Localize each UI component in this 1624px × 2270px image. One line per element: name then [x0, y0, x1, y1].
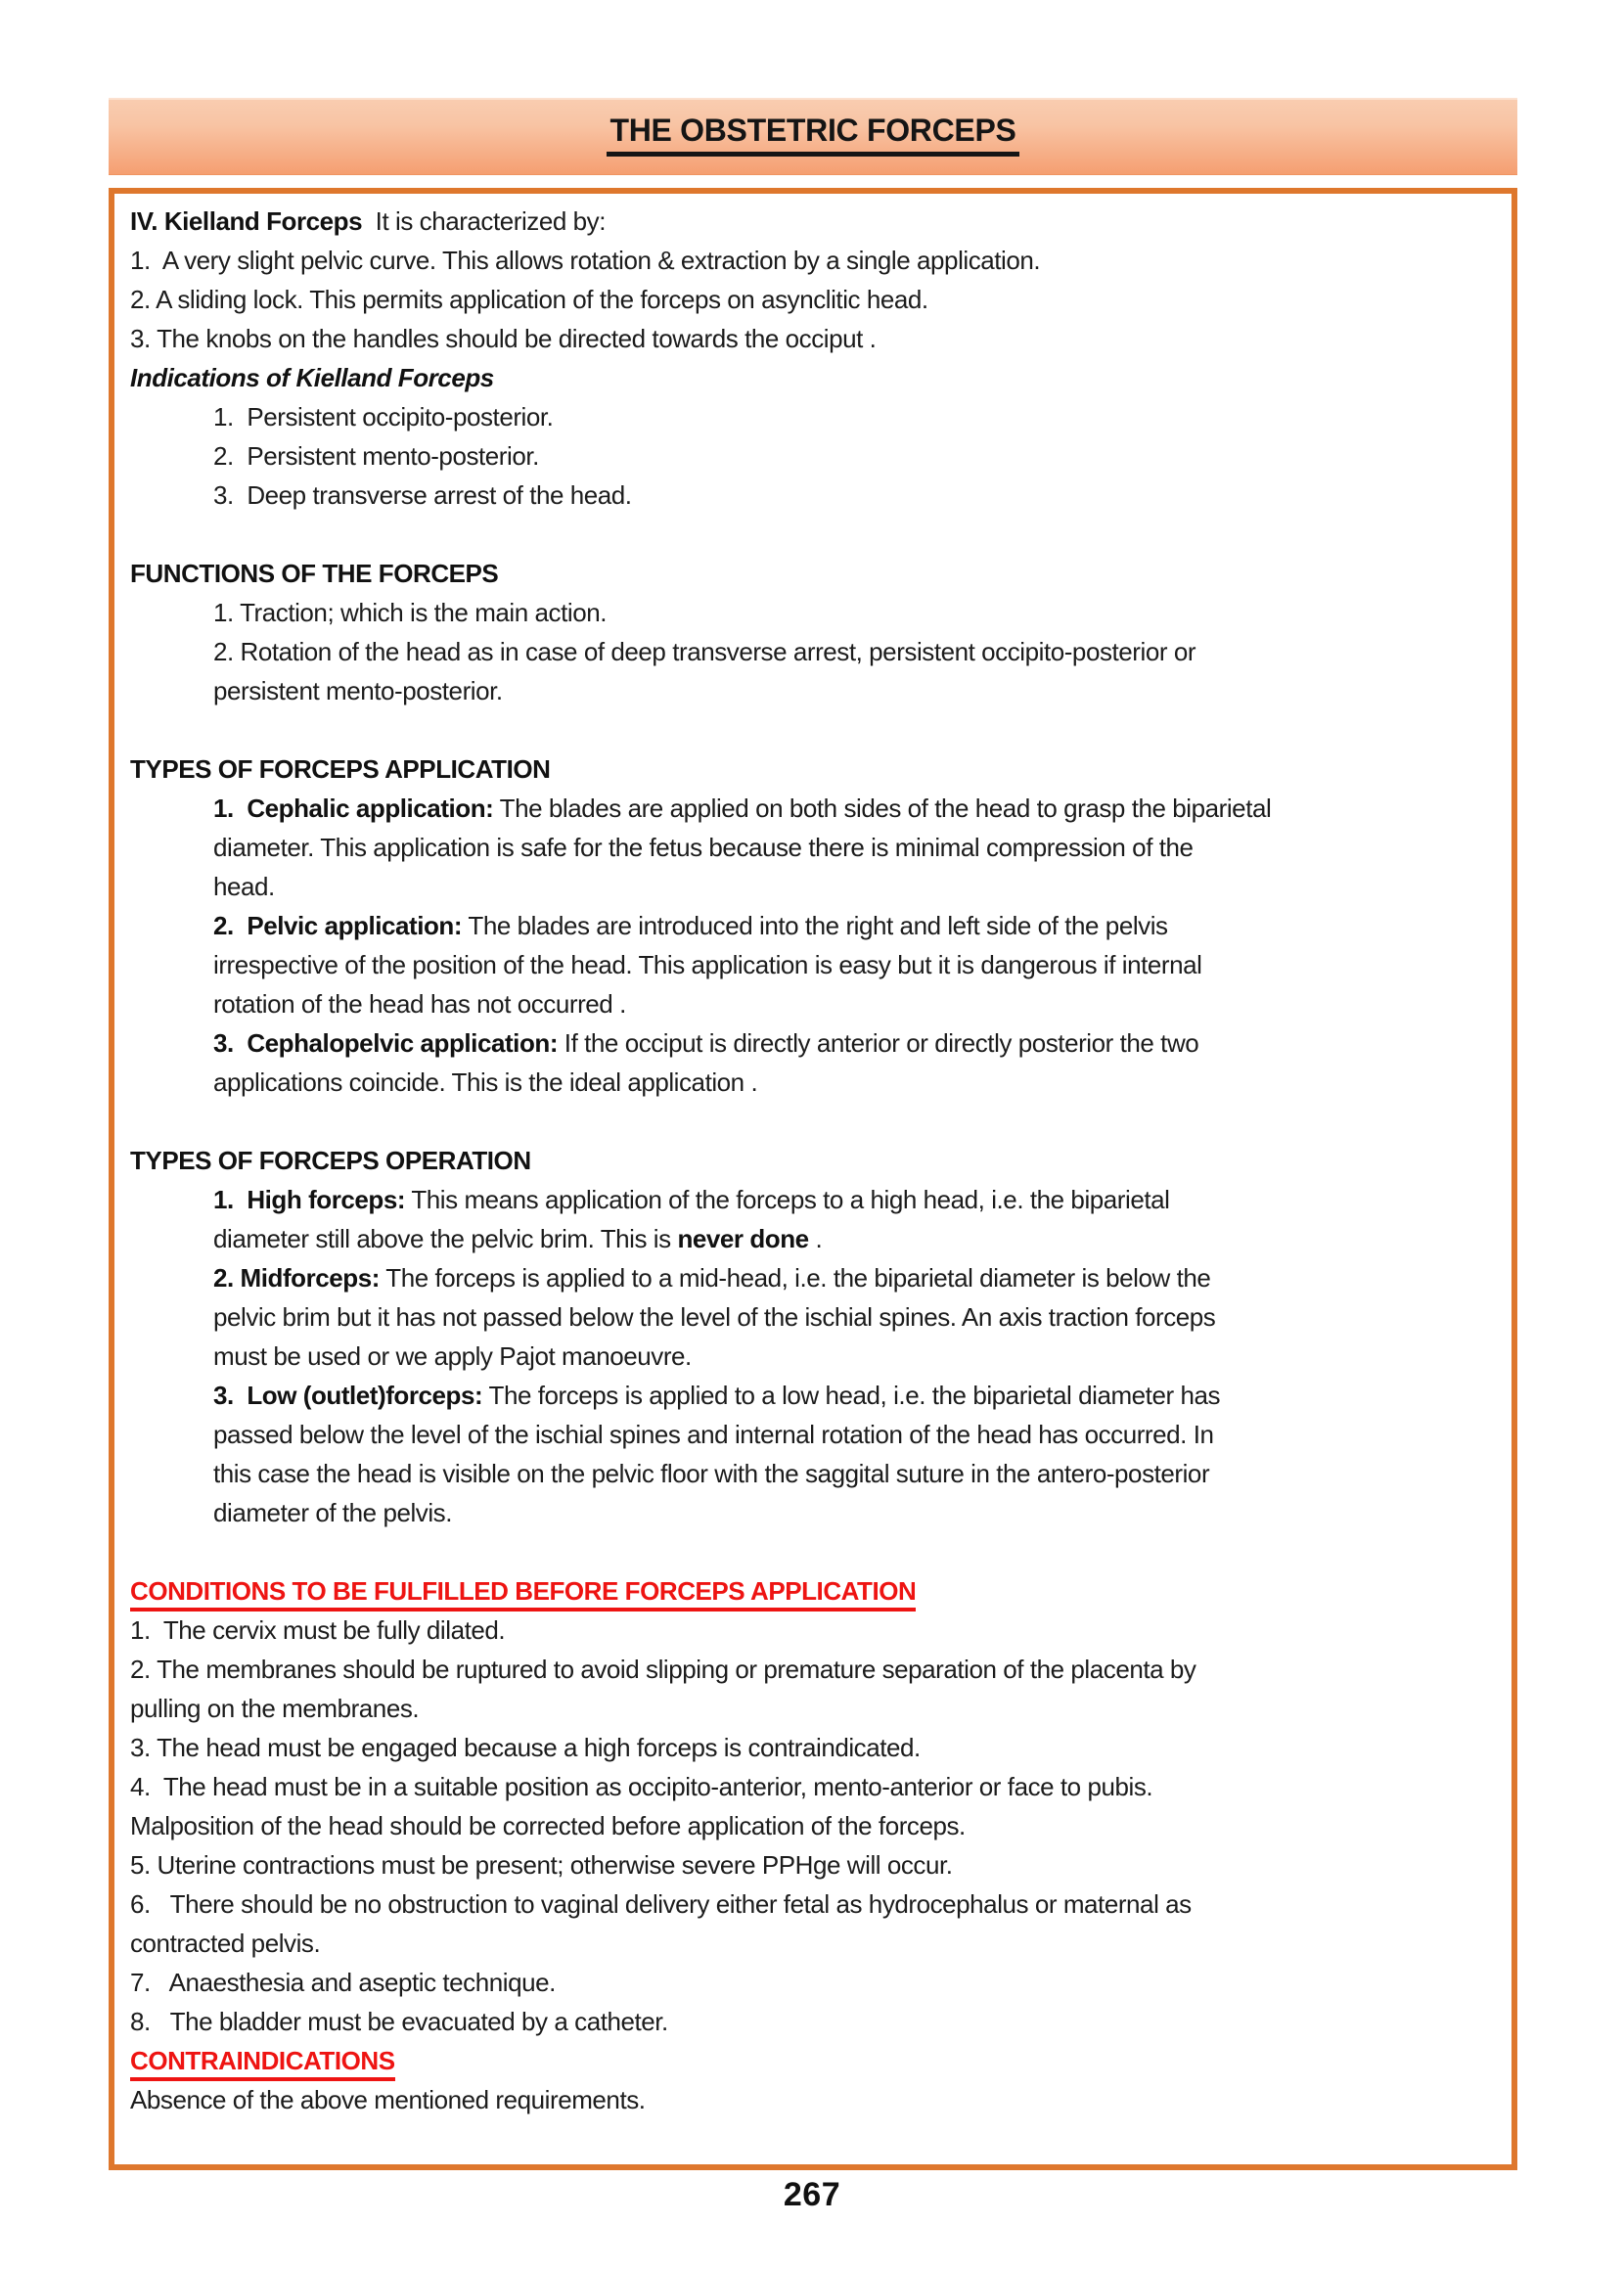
text-segment: 2. The membranes should be ruptured to avoid slipping or premature separation of the placenta by: [130, 1655, 1196, 1684]
text-line: [130, 554, 1494, 593]
text-line: [130, 749, 1494, 789]
blank-line: [130, 710, 1494, 749]
bold-segment: TYPES OF FORCEPS OPERATION: [130, 1146, 531, 1175]
text-segment: contracted pelvis.: [130, 1929, 321, 1958]
text-line: [130, 319, 1494, 358]
blank-line: [130, 515, 1494, 554]
text-segment: this case the head is visible on the pelvic floor with the saggital suture in the antero-posterior: [213, 1459, 1210, 1488]
text-line: [130, 1023, 1494, 1063]
text-line: [130, 1141, 1494, 1180]
text-segment: pulling on the membranes.: [130, 1694, 420, 1723]
text-line: [130, 593, 1494, 632]
text-segment: 8. The bladder must be evacuated by a catheter.: [130, 2007, 668, 2036]
text-line: [130, 1924, 1494, 1963]
text-segment: 1. Persistent occipito-posterior.: [213, 402, 554, 431]
text-segment: diameter. This application is safe for the fetus because there is minimal compression of the: [213, 833, 1194, 862]
text-segment: 3. The head must be engaged because a high forceps is contraindicated.: [130, 1733, 921, 1762]
content-panel: [109, 188, 1517, 2170]
text-line: [130, 1611, 1494, 1650]
text-segment: 2. A sliding lock. This permits application of the forceps on asynclitic head.: [130, 285, 928, 314]
text-line: [130, 280, 1494, 319]
text-segment: pelvic brim but it has not passed below the level of the ischial spines. An axis traction forceps: [213, 1302, 1216, 1332]
text-line: [130, 1884, 1494, 1924]
text-line: [130, 1845, 1494, 1884]
text-line: [130, 867, 1494, 906]
text-line: [130, 1963, 1494, 2002]
text-line: [130, 436, 1494, 476]
text-line: [130, 906, 1494, 945]
text-line: [130, 984, 1494, 1023]
text-segment: Malposition of the head should be corrected before application of the forceps.: [130, 1811, 966, 1840]
page-number: 267: [783, 2176, 841, 2213]
text-segment: 1. The cervix must be fully dilated.: [130, 1615, 506, 1645]
text-line: [130, 1415, 1494, 1454]
text-segment: persistent mento-posterior.: [213, 676, 503, 705]
text-segment: It is characterized by:: [362, 206, 606, 236]
text-line: [130, 1493, 1494, 1532]
text-segment: This means application of the forceps to a high head, i.e. the biparietal: [405, 1185, 1170, 1214]
text-line: [130, 202, 1494, 241]
text-segment: 5. Uterine contractions must be present; otherwise severe PPHge will occur.: [130, 1850, 953, 1880]
red-heading: CONDITIONS TO BE FULFILLED BEFORE FORCEPS APPLICATION: [130, 1576, 916, 1612]
bold-segment: 2. Pelvic application:: [213, 911, 463, 940]
text-segment: 3. The knobs on the handles should be directed towards the occiput .: [130, 324, 877, 353]
text-line: [130, 945, 1494, 984]
text-segment: .: [808, 1224, 823, 1253]
text-line: [130, 1571, 1494, 1611]
bold-segment: 3. Low (outlet)forceps:: [213, 1381, 483, 1410]
text-line: [130, 828, 1494, 867]
text-line: [130, 1806, 1494, 1845]
text-segment: 2. Persistent mento-posterior.: [213, 441, 539, 471]
text-segment: rotation of the head has not occurred .: [213, 989, 626, 1019]
bold-segment: 1. High forceps:: [213, 1185, 406, 1214]
text-line: [130, 1376, 1494, 1415]
text-segment: The forceps is applied to a low head, i.e. the biparietal diameter has: [482, 1381, 1221, 1410]
text-segment: diameter still above the pelvic brim. This is: [213, 1224, 678, 1253]
text-line: [130, 2041, 1494, 2080]
text-line: [130, 1767, 1494, 1806]
blank-line: [130, 1532, 1494, 1571]
text-segment: The blades are introduced into the right and left side of the pelvis: [462, 911, 1168, 940]
page-title: THE OBSTETRIC FORCEPS: [607, 113, 1018, 157]
text-segment: passed below the level of the ischial spines and internal rotation of the head has occurred. In: [213, 1420, 1214, 1449]
text-segment: Absence of the above mentioned requirements.: [130, 2085, 646, 2114]
text-segment: The forceps is applied to a mid-head, i.e. the biparietal diameter is below the: [379, 1263, 1211, 1293]
text-segment: irrespective of the position of the head. This application is easy but it is dangerous if internal: [213, 950, 1202, 979]
text-line: [130, 241, 1494, 280]
bold-segment: 3. Cephalopelvic application:: [213, 1028, 559, 1058]
text-line: [130, 671, 1494, 710]
text-segment: 7. Anaesthesia and aseptic technique.: [130, 1968, 556, 1997]
bold-segment: Indications of Kielland Forceps: [130, 363, 494, 392]
content-lines: [130, 202, 1494, 2119]
blank-line: [130, 1102, 1494, 1141]
text-line: [130, 1219, 1494, 1258]
text-line: [130, 1337, 1494, 1376]
text-line: [130, 1689, 1494, 1728]
text-line: [130, 632, 1494, 671]
text-segment: The blades are applied on both sides of the head to grasp the biparietal: [493, 794, 1272, 823]
page-header-banner: [109, 98, 1517, 175]
text-line: [130, 1650, 1494, 1689]
text-line: [130, 2080, 1494, 2119]
text-line: [130, 397, 1494, 436]
text-line: [130, 476, 1494, 515]
text-segment: 1. A very slight pelvic curve. This allows rotation & extraction by a single application.: [130, 246, 1041, 275]
text-line: [130, 1454, 1494, 1493]
bold-segment: 2. Midforceps:: [213, 1263, 380, 1293]
text-line: [130, 1258, 1494, 1297]
bold-segment: IV. Kielland Forceps: [130, 206, 363, 236]
bold-segment: FUNCTIONS OF THE FORCEPS: [130, 559, 499, 588]
text-line: [130, 1297, 1494, 1337]
text-line: [130, 1180, 1494, 1219]
text-segment: diameter of the pelvis.: [213, 1498, 453, 1527]
text-segment: applications coincide. This is the ideal application .: [213, 1067, 758, 1097]
text-segment: 4. The head must be in a suitable position as occipito-anterior, mento-anterior or face to pubis.: [130, 1772, 1153, 1801]
text-segment: If the occiput is directly anterior or directly posterior the two: [558, 1028, 1199, 1058]
text-line: [130, 1728, 1494, 1767]
text-line: [130, 2002, 1494, 2041]
text-segment: head.: [213, 872, 275, 901]
bold-segment: never done: [677, 1224, 809, 1253]
text-segment: 6. There should be no obstruction to vaginal delivery either fetal as hydrocephalus or maternal as: [130, 1889, 1192, 1919]
text-segment: 2. Rotation of the head as in case of deep transverse arrest, persistent occipito-posterior or: [213, 637, 1196, 666]
text-line: [130, 358, 1494, 397]
text-segment: 3. Deep transverse arrest of the head.: [213, 480, 632, 510]
text-segment: must be used or we apply Pajot manoeuvre.: [213, 1341, 692, 1371]
text-line: [130, 1063, 1494, 1102]
text-segment: 1. Traction; which is the main action.: [213, 598, 607, 627]
bold-segment: 1. Cephalic application:: [213, 794, 494, 823]
red-heading: CONTRAINDICATIONS: [130, 2046, 395, 2081]
bold-segment: TYPES OF FORCEPS APPLICATION: [130, 754, 551, 784]
text-line: [130, 789, 1494, 828]
